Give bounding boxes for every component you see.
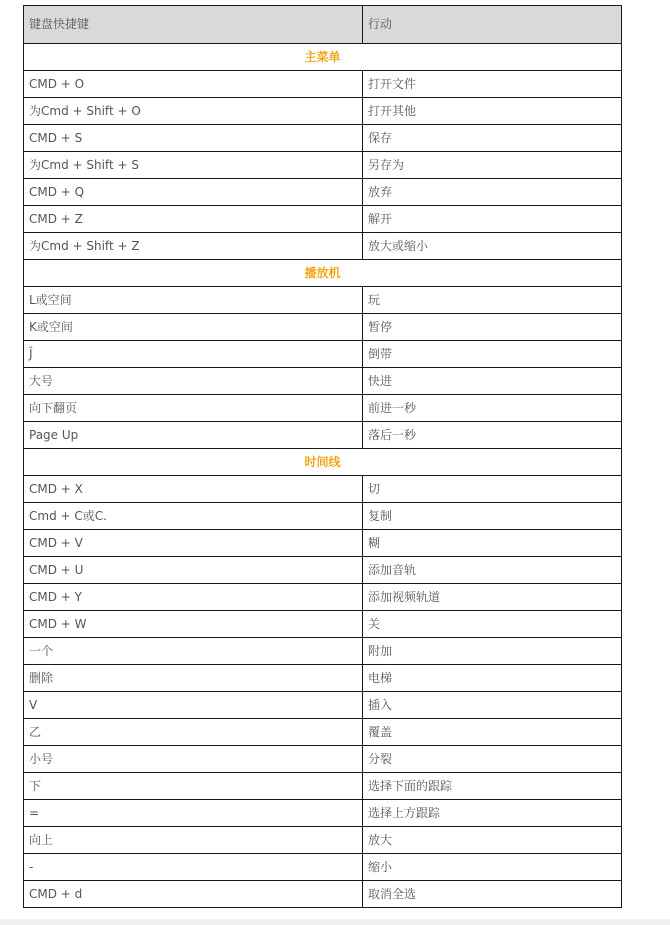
action-cell: 玩 (363, 287, 622, 314)
table-row (24, 800, 622, 827)
table-row (24, 638, 622, 665)
action-cell: 切 (363, 476, 622, 503)
table-row (24, 503, 622, 530)
shortcut-cell: CMD + V (24, 530, 363, 557)
table-row (24, 692, 622, 719)
shortcut-cell: 为Cmd + Shift + S (24, 152, 363, 179)
table-row (24, 395, 622, 422)
action-cell: 添加音轨 (363, 557, 622, 584)
table-row (24, 71, 622, 98)
shortcut-cell: Page Up (24, 422, 363, 449)
action-cell: 解开 (363, 206, 622, 233)
action-cell: 暂停 (363, 314, 622, 341)
action-cell: 选择上方跟踪 (363, 800, 622, 827)
shortcut-cell: Ĵ (24, 341, 363, 368)
action-cell: 电梯 (363, 665, 622, 692)
table-row (24, 287, 622, 314)
shortcut-cell: V (24, 692, 363, 719)
shortcut-cell: CMD + W (24, 611, 363, 638)
table-body (24, 44, 622, 908)
section-header-row (24, 449, 622, 476)
shortcut-cell: CMD + Q (24, 179, 363, 206)
action-cell: 糊 (363, 530, 622, 557)
shortcut-cell: L或空间 (24, 287, 363, 314)
action-cell: 放弃 (363, 179, 622, 206)
table-row (24, 314, 622, 341)
action-cell: 落后一秒 (363, 422, 622, 449)
table-row (24, 422, 622, 449)
header-action: 行动 (363, 6, 622, 44)
shortcut-cell: 大号 (24, 368, 363, 395)
table-row (24, 557, 622, 584)
action-cell: 关 (363, 611, 622, 638)
action-cell: 前进一秒 (363, 395, 622, 422)
action-cell: 打开文件 (363, 71, 622, 98)
shortcut-cell: CMD + d (24, 881, 363, 908)
action-cell: 选择下面的跟踪 (363, 773, 622, 800)
action-cell: 复制 (363, 503, 622, 530)
table-row (24, 827, 622, 854)
action-cell: 附加 (363, 638, 622, 665)
shortcut-cell: 一个 (24, 638, 363, 665)
table-row (24, 854, 622, 881)
table-row (24, 530, 622, 557)
action-cell: 放大或缩小 (363, 233, 622, 260)
section-title: 时间线 (24, 449, 622, 476)
section-header-row (24, 260, 622, 287)
action-cell: 倒带 (363, 341, 622, 368)
shortcuts-table (23, 5, 622, 908)
table-row (24, 611, 622, 638)
table-row (24, 179, 622, 206)
table-row (24, 719, 622, 746)
action-cell: 快进 (363, 368, 622, 395)
shortcut-cell: = (24, 800, 363, 827)
action-cell: 插入 (363, 692, 622, 719)
shortcut-cell: Cmd + C或C. (24, 503, 363, 530)
action-cell: 放大 (363, 827, 622, 854)
action-cell: 取消全选 (363, 881, 622, 908)
shortcut-cell: CMD + Z (24, 206, 363, 233)
table-row (24, 773, 622, 800)
shortcut-cell: CMD + Y (24, 584, 363, 611)
shortcut-cell: 向上 (24, 827, 363, 854)
shortcut-cell: 乙 (24, 719, 363, 746)
action-cell: 缩小 (363, 854, 622, 881)
shortcut-cell: 删除 (24, 665, 363, 692)
section-title: 播放机 (24, 260, 622, 287)
shortcut-cell: 下 (24, 773, 363, 800)
action-cell: 添加视频轨道 (363, 584, 622, 611)
table-row (24, 206, 622, 233)
table-row (24, 584, 622, 611)
table-row (24, 341, 622, 368)
action-cell: 另存为 (363, 152, 622, 179)
shortcut-cell: CMD + U (24, 557, 363, 584)
action-cell: 打开其他 (363, 98, 622, 125)
shortcut-cell: CMD + O (24, 71, 363, 98)
table-row (24, 152, 622, 179)
action-cell: 覆盖 (363, 719, 622, 746)
shortcut-cell: CMD + S (24, 125, 363, 152)
shortcut-cell: - (24, 854, 363, 881)
shortcut-cell: 为Cmd + Shift + O (24, 98, 363, 125)
table-row (24, 368, 622, 395)
table-row (24, 98, 622, 125)
shortcut-cell: 为Cmd + Shift + Z (24, 233, 363, 260)
header-shortcut: 键盘快捷键 (24, 6, 363, 44)
action-cell: 保存 (363, 125, 622, 152)
table-row (24, 746, 622, 773)
table-row (24, 476, 622, 503)
table-row (24, 665, 622, 692)
action-cell: 分裂 (363, 746, 622, 773)
shortcut-cell: K或空间 (24, 314, 363, 341)
table-row (24, 881, 622, 908)
shortcut-cell: 小号 (24, 746, 363, 773)
table-header-row (24, 6, 622, 44)
bottom-strip (0, 919, 670, 925)
table-row (24, 125, 622, 152)
section-title: 主菜单 (24, 44, 622, 71)
shortcut-cell: CMD + X (24, 476, 363, 503)
shortcut-cell: 向下翻页 (24, 395, 363, 422)
table-row (24, 233, 622, 260)
section-header-row (24, 44, 622, 71)
